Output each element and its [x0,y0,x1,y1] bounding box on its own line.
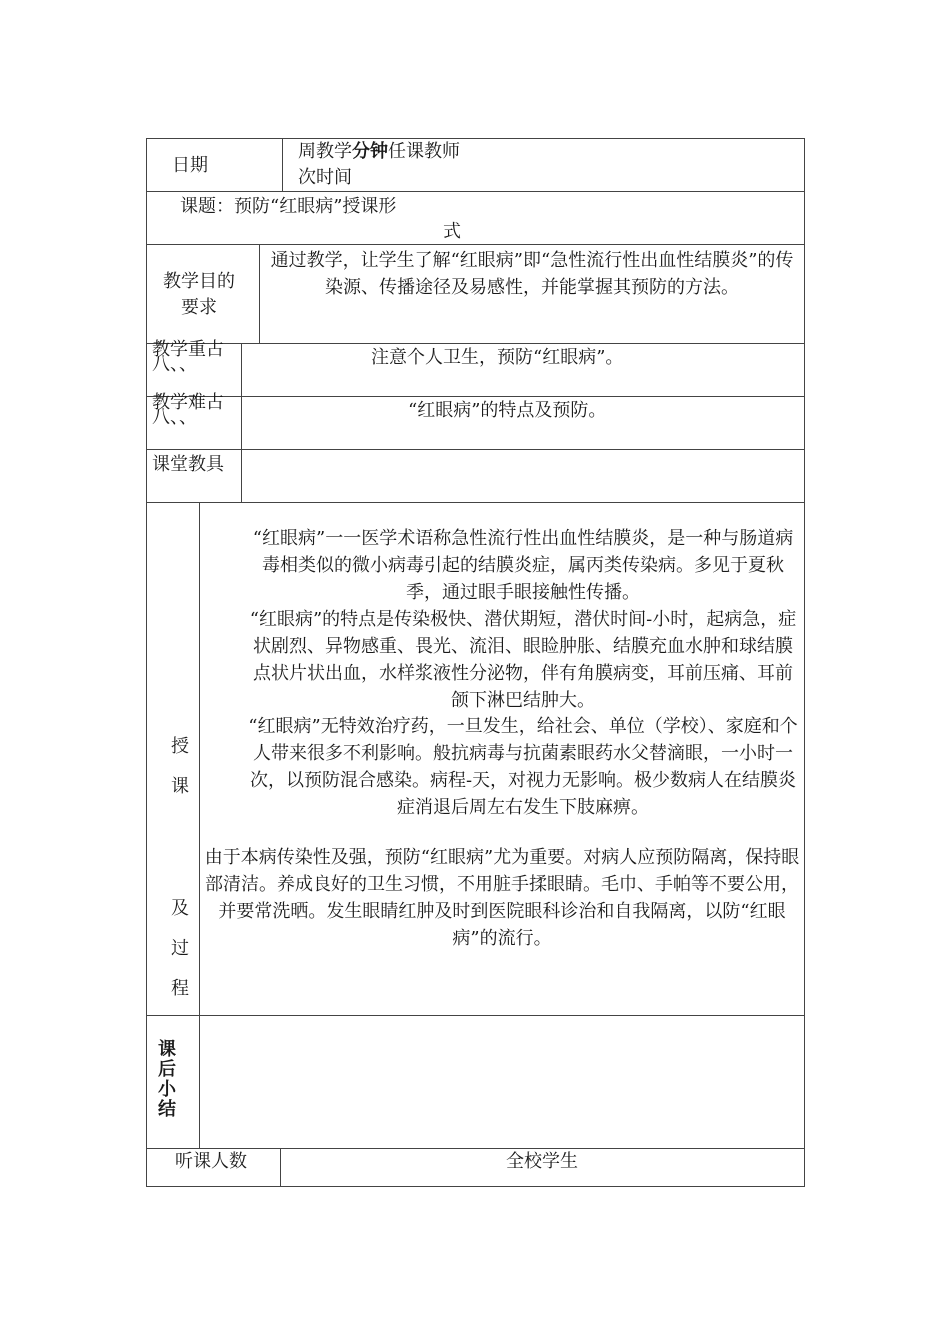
topic-line-2: 式 [443,221,461,242]
tools-label: 课堂教具 [152,454,224,475]
header-prefix: 周教学 [298,141,352,162]
objective-label-1: 教学目的 [163,271,235,292]
column-divider [282,138,283,191]
date-label: 日期 [172,155,208,176]
process-label-char: 及 [171,898,189,919]
row-divider [146,396,805,397]
row-divider [146,343,805,344]
key-point-text: 注意个人卫生，预防“红眼病”。 [371,347,624,368]
row-divider [146,449,805,450]
process-label-char: 程 [171,978,189,999]
process-label-char: 课 [171,776,189,797]
lesson-plan-table [146,138,805,1187]
row-divider [146,244,805,245]
column-divider [241,343,242,502]
header-bold: 分钟 [352,141,388,162]
summary-label-char: 小 [158,1079,176,1100]
header-line-2: 次时间 [298,167,352,188]
difficulty-label-2: 八、、 [152,407,197,428]
key-point-label-2: 八、、 [152,354,197,375]
objective-label-2: 要求 [181,297,217,318]
process-label-char: 授 [171,736,189,757]
process-paragraph-1: “红眼病”一一医学术语称急性流行性出血性结膜炎，是一种与肠道病毒相类似的微小病毒引起的结膜炎症，属丙类传染病。多见于夏秋季，通过眼手眼接触性传播。 [252,528,794,603]
column-divider [259,244,260,343]
audience-value: 全校学生 [506,1151,578,1172]
objective-text: 通过教学，让学生了解“红眼病”即“急性流行性出血性结膜炎”的传染源、传播途径及易感性，并能掌握其预防的方法。 [270,250,794,298]
key-point-label-1: 教学重占 [152,339,224,360]
process-paragraph-2: “红眼病”的特点是传染极快、潜伏期短，潜伏时间-小时，起病急，症状剧烈、异物感重、畏光、流泪、眼睑肿胀、结膜充血水肿和球结膜点状片状出血，水样浆液性分泌物，伴有角膜病变，耳前压痛、耳前颌下淋巴结肿大。 [249,609,797,711]
column-divider [280,1148,281,1187]
summary-label-char: 课 [158,1039,176,1060]
row-divider [146,1015,805,1016]
summary-label-char: 后 [158,1059,176,1080]
audience-label: 听课人数 [175,1151,247,1172]
header-line-1 [298,139,460,165]
header-suffix: 任课教师 [388,141,460,162]
topic-line-1: 课题：预防“红眼病”授课形 [180,196,397,217]
summary-label-char: 结 [158,1099,176,1120]
column-divider [199,502,200,1148]
difficulty-label-1: 教学难占 [152,392,224,413]
row-divider [146,502,805,503]
process-paragraph-3: “红眼病”无特效治疗药，一旦发生，给社会、单位（学校）、家庭和个人带来很多不利影响。般抗病毒与抗菌素眼药水父替滴眼，一小时一次，以预防混合感染。病程-天，对视力无影响。极少数病人在结膜炎症消退后周左右发生下肢麻痹。 [248,716,798,818]
process-paragraph-4: 由于本病传染性及强，预防“红眼病”尤为重要。对病人应预防隔离，保持眼部清洁。养成良好的卫生习惯，不用脏手揉眼睛。毛巾、手帕等不要公用，并要常洗晒。发生眼睛红肿及时到医院眼科诊治和自我隔离，以防“红眼病”的流行。 [204,847,800,949]
row-divider [146,191,805,192]
difficulty-text: “红眼病”的特点及预防。 [408,400,607,421]
process-label-char: 过 [171,938,189,959]
